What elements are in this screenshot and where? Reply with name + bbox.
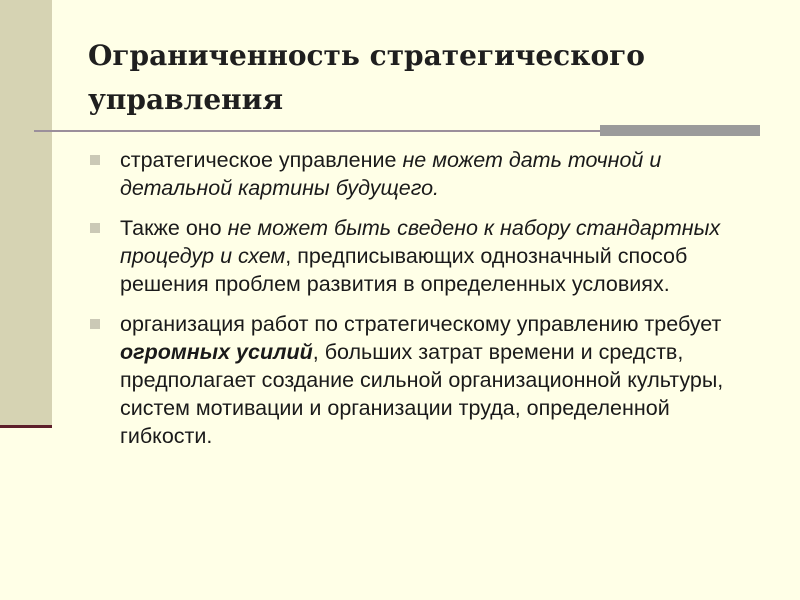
left-bar-underline [0, 425, 52, 428]
title-divider-accent [600, 125, 760, 136]
bullet-text: Также оно не может быть сведено к набору стандартных процедур и схем, предписывающих однозначный способ решения проблем развития в определенных условиях. [120, 216, 721, 296]
bullet-text: организация работ по стратегическому управлению требует огромных усилий, больших затрат времени и средств, предполагает создание сильной организационной культуры, систем мотивации и организации труда, определенной гибкости. [120, 312, 724, 448]
bullet-list [88, 146, 768, 462]
left-decorative-bar [0, 0, 52, 427]
bullet-item [88, 214, 768, 298]
bullet-item [88, 310, 768, 450]
square-bullet-icon [90, 223, 100, 233]
bullet-text: стратегическое управление не может дать точной и детальной картины будущего. [120, 148, 662, 200]
slide-title: Ограниченность стратегического управления [88, 39, 645, 116]
square-bullet-icon [90, 319, 100, 329]
bullet-item [88, 146, 768, 202]
square-bullet-icon [90, 155, 100, 165]
